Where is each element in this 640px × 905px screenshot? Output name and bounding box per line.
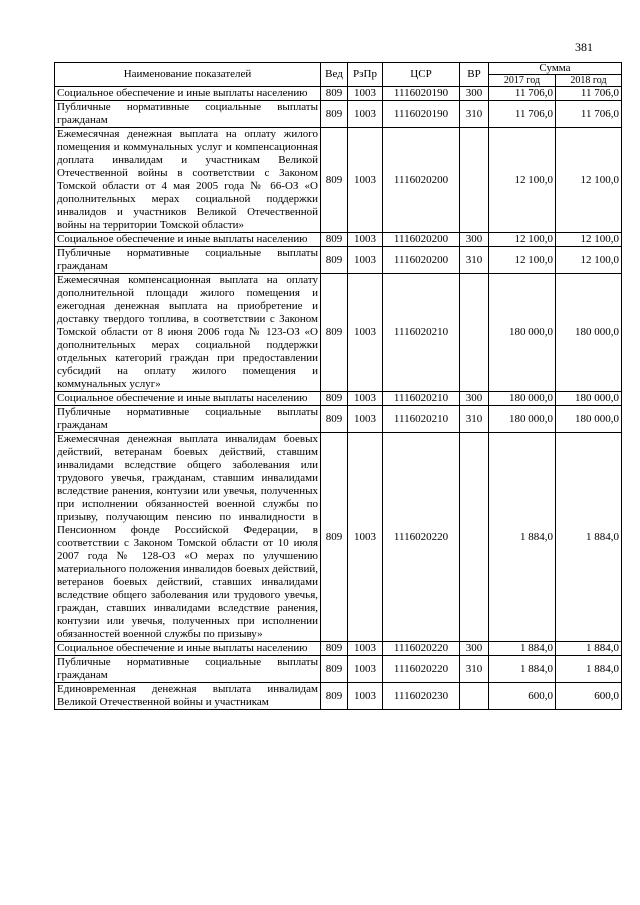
row-vr: 310 <box>460 406 489 433</box>
row-vr <box>460 274 489 392</box>
row-rzpr: 1003 <box>348 392 383 406</box>
table-row <box>55 683 622 710</box>
row-sum-2017: 180 000,0 <box>489 274 556 392</box>
row-csr: 1116020210 <box>383 392 460 406</box>
row-name: Единовременная денежная выплата инвалидам Великой Отечественной войны и участникам <box>55 683 321 710</box>
row-sum-2017: 600,0 <box>489 683 556 710</box>
row-rzpr: 1003 <box>348 433 383 642</box>
row-ved: 809 <box>321 406 348 433</box>
table-row <box>55 392 622 406</box>
row-sum-2018: 1 884,0 <box>556 642 622 656</box>
row-ved: 809 <box>321 87 348 101</box>
row-rzpr: 1003 <box>348 101 383 128</box>
row-sum-2018: 600,0 <box>556 683 622 710</box>
row-ved: 809 <box>321 274 348 392</box>
table-row <box>55 101 622 128</box>
row-csr: 1116020200 <box>383 128 460 233</box>
row-rzpr: 1003 <box>348 642 383 656</box>
table-row <box>55 247 622 274</box>
row-vr: 300 <box>460 642 489 656</box>
row-sum-2018: 1 884,0 <box>556 656 622 683</box>
table-row <box>55 87 622 101</box>
row-name: Социальное обеспечение и иные выплаты населению <box>55 233 321 247</box>
row-sum-2017: 11 706,0 <box>489 101 556 128</box>
row-name: Ежемесячная компенсационная выплата на оплату дополнительной площади жилого помещения и ежегодная денежная выплата на приобретение и доставку твердого топлива, в соответствии с Законом Томской области от 8 июня 2006 года № 123-ОЗ «О дополнительных мерах социальной поддержки отдельных категорий граждан при предоставлении субсидий на оплату жилого помещения и коммунальных услуг» <box>55 274 321 392</box>
row-csr: 1116020200 <box>383 233 460 247</box>
row-vr <box>460 128 489 233</box>
row-ved: 809 <box>321 683 348 710</box>
header-ved: Вед <box>321 63 348 87</box>
row-sum-2018: 12 100,0 <box>556 128 622 233</box>
table-row <box>55 656 622 683</box>
row-vr: 300 <box>460 87 489 101</box>
row-csr: 1116020210 <box>383 274 460 392</box>
row-sum-2017: 180 000,0 <box>489 392 556 406</box>
row-name: Социальное обеспечение и иные выплаты населению <box>55 642 321 656</box>
row-rzpr: 1003 <box>348 128 383 233</box>
table-row <box>55 406 622 433</box>
row-vr <box>460 683 489 710</box>
row-ved: 809 <box>321 433 348 642</box>
row-name: Социальное обеспечение и иные выплаты населению <box>55 392 321 406</box>
row-sum-2017: 12 100,0 <box>489 233 556 247</box>
row-sum-2018: 180 000,0 <box>556 392 622 406</box>
row-sum-2018: 11 706,0 <box>556 87 622 101</box>
row-name: Ежемесячная денежная выплата инвалидам боевых действий, ветеранам боевых действий, ставшим инвалидами вследствие общего заболевания или трудового увечья, гражданам, ставшим инвалидами вследствие ранения, контузии или увечья, полученных при исполнении обязанностей военной службы по призыву, получающим пенсию по инвалидности в Пенсионном фонде Российской Федерации, в соответствии с Законом Томской области от 10 июля 2007 года № 128-ОЗ «О мерах по улучшению материального положения инвалидов боевых действий, ветеранов боевых действий, ставших инвалидами вследствие общего заболевания или трудового увечья, граждан, ставших инвалидами вследствие ранения, контузии или увечья, полученных при исполнении обязанностей военной службы по призыву» <box>55 433 321 642</box>
row-sum-2017: 180 000,0 <box>489 406 556 433</box>
row-name: Публичные нормативные социальные выплаты гражданам <box>55 247 321 274</box>
row-csr: 1116020190 <box>383 87 460 101</box>
row-sum-2017: 11 706,0 <box>489 87 556 101</box>
row-vr: 300 <box>460 233 489 247</box>
row-rzpr: 1003 <box>348 247 383 274</box>
table-row <box>55 274 622 392</box>
row-vr: 310 <box>460 247 489 274</box>
row-sum-2018: 12 100,0 <box>556 247 622 274</box>
row-csr: 1116020220 <box>383 642 460 656</box>
header-sum: Сумма <box>489 63 622 75</box>
row-ved: 809 <box>321 233 348 247</box>
row-sum-2018: 180 000,0 <box>556 406 622 433</box>
row-name: Ежемесячная денежная выплата на оплату жилого помещения и коммунальных услуг и компенсационная доплата инвалидам и участникам Великой Отечественной войны в соответствии с Законом Томской области от 4 мая 2005 года № 66-ОЗ «О дополнительных мерах социальной поддержки инвалидов и участников Великой Отечественной войны на территории Томской области» <box>55 128 321 233</box>
row-sum-2017: 12 100,0 <box>489 128 556 233</box>
header-year-2017: 2017 год <box>489 75 556 87</box>
row-name: Публичные нормативные социальные выплаты гражданам <box>55 406 321 433</box>
row-sum-2017: 1 884,0 <box>489 642 556 656</box>
row-ved: 809 <box>321 128 348 233</box>
header-csr: ЦСР <box>383 63 460 87</box>
row-sum-2017: 1 884,0 <box>489 656 556 683</box>
row-name: Публичные нормативные социальные выплаты гражданам <box>55 656 321 683</box>
row-vr: 300 <box>460 392 489 406</box>
row-rzpr: 1003 <box>348 233 383 247</box>
table-row <box>55 642 622 656</box>
row-sum-2017: 12 100,0 <box>489 247 556 274</box>
row-csr: 1116020220 <box>383 433 460 642</box>
row-vr <box>460 433 489 642</box>
row-rzpr: 1003 <box>348 87 383 101</box>
row-csr: 1116020200 <box>383 247 460 274</box>
table-row <box>55 128 622 233</box>
row-name: Публичные нормативные социальные выплаты гражданам <box>55 101 321 128</box>
row-ved: 809 <box>321 656 348 683</box>
header-vr: ВР <box>460 63 489 87</box>
table-row <box>55 433 622 642</box>
page-number: 381 <box>575 40 593 54</box>
row-ved: 809 <box>321 247 348 274</box>
row-sum-2018: 180 000,0 <box>556 274 622 392</box>
row-rzpr: 1003 <box>348 683 383 710</box>
budget-table <box>54 62 622 710</box>
row-vr: 310 <box>460 656 489 683</box>
row-sum-2018: 1 884,0 <box>556 433 622 642</box>
row-rzpr: 1003 <box>348 274 383 392</box>
row-name: Социальное обеспечение и иные выплаты населению <box>55 87 321 101</box>
row-ved: 809 <box>321 642 348 656</box>
row-sum-2018: 12 100,0 <box>556 233 622 247</box>
row-csr: 1116020220 <box>383 656 460 683</box>
row-sum-2017: 1 884,0 <box>489 433 556 642</box>
header-name: Наименование показателей <box>55 63 321 87</box>
table-row <box>55 233 622 247</box>
row-csr: 1116020230 <box>383 683 460 710</box>
row-rzpr: 1003 <box>348 406 383 433</box>
row-csr: 1116020210 <box>383 406 460 433</box>
row-rzpr: 1003 <box>348 656 383 683</box>
row-ved: 809 <box>321 392 348 406</box>
row-vr: 310 <box>460 101 489 128</box>
row-sum-2018: 11 706,0 <box>556 101 622 128</box>
row-csr: 1116020190 <box>383 101 460 128</box>
header-rzpr: РзПр <box>348 63 383 87</box>
header-year-2018: 2018 год <box>556 75 622 87</box>
row-ved: 809 <box>321 101 348 128</box>
